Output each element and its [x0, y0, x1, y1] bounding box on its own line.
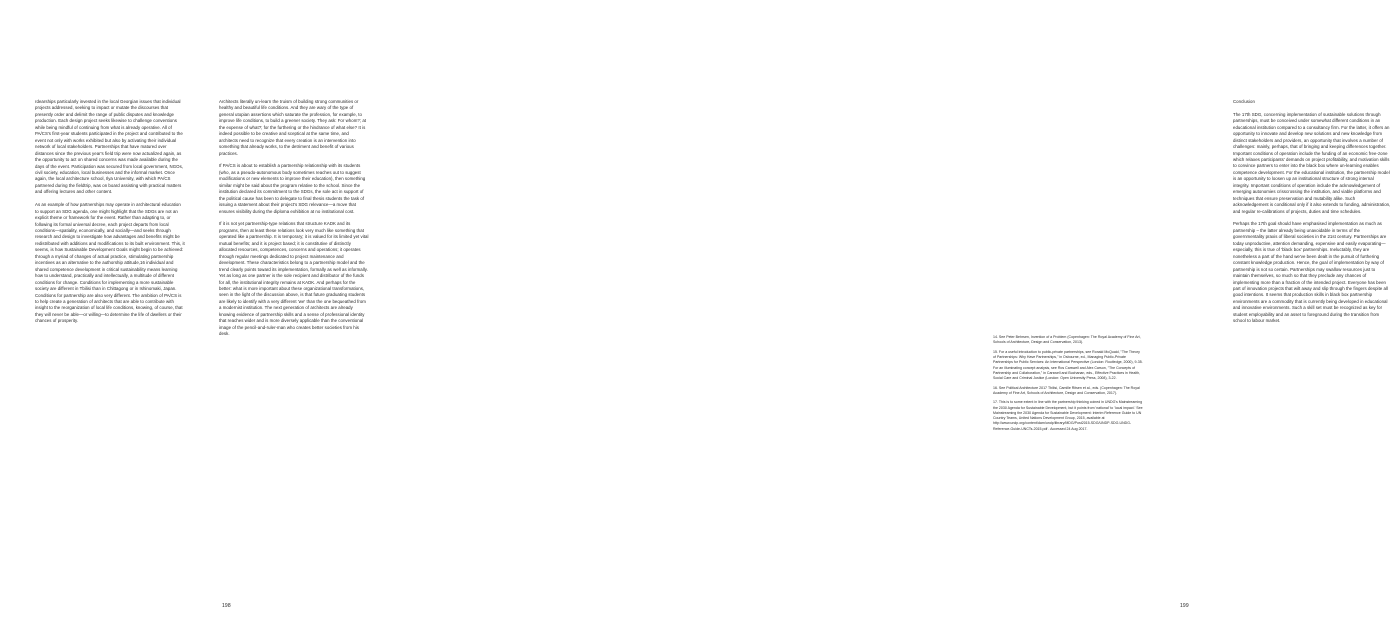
- paragraph: rdearships particularly invested in the local Georgian issues that individual projects addressed, seeking to impact or mutate the discourses that presently order and delimit the range of public disputes and knowledge production. Each design project seeks likewise to challenge conventions while being mindful of continuing from what is already operative. All of PA/CS's first-year students participated in the project and contributed to the event not only with works exhibited but also by activating their individual network of local stakeholders. Partnerships that have matured over distances since the previous year's field trip were now actualized again, as the opportunity to act on shared concerns was made available during the days of the event. Participation was secured from local government, NGOs, civil society, education, local businesses and the informal market. Once again, the local architecture school, Ilya University, with which PA/CS partnered during the fieldtrip, was on board assisting with practical matters and offering lectures and other content.: [35, 99, 184, 195]
- paragraph: As an example of how partnerships may operate in architectural education to support an SDG agenda, one might highlight that the SDGs are not an explicit theme or framework for the event. Rather than adapting to, or following its formal universal decree, each project departs from local conditions—spatiality, economically, and socially—and seeks through research and design to investigate how advantages and benefits might be redistributed with additions and modifications to its built environment. This, it seems, is how Sustainable Development Goals might begin to be achieved: through a myriad of changes of actual practice, stimulating partnership incentives as an alternative to the authorship attitude,16 individual and shared competence development in critical sustainability means learning how to understand, practically and intellectually, a multitude of different conditions for change. Conditions for implementing a more sustainable society are different in Tbilisi than in Chittagong or in Ishinomaki, Japan. Conditions for partnership are also very different. The ambition of PA/CS is to help create a generation of architects that are able to contribute with insight to the reorganization of local life conditions, knowing, of course, that they will never be able—or willing—to determine the life of dwellers or their chances of prosperity.: [35, 202, 185, 324]
- paragraph: Perhaps the 17th goal should have emphasised implementation as much as partnership – the latter already being unavoidable in terms of the governmentality praxis of liberal societies in the 21st century. Partnerships are today unproductive, attention demanding, expensive and easily evaporating—especially, this is true of 'black box' partnerships. Ineluctably, they are nonetheless a part of the hand we've been dealt in the pursuit of furthering constant knowledge production. Hence, the goal of implementation by way of partnership is not so certain. Partnerships may swallow resources just to maintain themselves, so much so that they preclude any chances of implementing more than a fraction of the intended project. Everyone has been part of innovation projects that wilt away and slip through the fingers despite all good intentions. It seems that production skills in black box partnership environments are a commodity that is currently being developed in educational and innovative environments. Such a skill set must be recognized as key for student employability and an asset to foreground during the transition from school to labour market.: [1233, 221, 1389, 324]
- endnote: 17. This is to some extent in line with the partnership thinking coined in UNDG's Mainstreaming the 2030 Agenda for Sustainable Development, but it points from 'national' to 'local impact.' See Mainstreaming the 2030 Agenda for Sustainable Development: Interim Reference Guide to UN Country Teams, United Nations Development Group, 2015, available at http://www.undp.org/content/dam/undp/library/MDG/Post2015-SDG/UNDP-SDG-UNDG-Reference-Guide-UNCTs-2015.pdf . Accessed 24 Aug 2017.: [993, 400, 1143, 431]
- endnote: 15. For a useful introduction to public-private partnerships, see Ronald McQuaid, "The Theory of Partnerships: Why Have Partnerships," in Osbourne, ed., Managing Public-Private Partnerships for Public Services: An International Perspective (London: Routledge, 2000), 9-35. For an illuminating concept analysis, see Ros Carswell and Alex Carson, "The Concepts of Partnership and Collaboration," in Carswell and Buchanan, eds., Effective Practices in Health, Social Care and Criminal Justice (London: Open University Press, 2008), 3-22.: [993, 349, 1143, 381]
- page-number-left: 198: [222, 603, 231, 609]
- paragraph: If PA/CS is about to establish a partnership relationship with its students (who, as a pseudo-autonomous body sometimes reaches out to suggest modifications or new elements to improve their education), then something similar might be said about the program relative to the school. Since the institution declared its commitment to the SDGs, the sole act in support of the political cause has been to delegate to final thesis students the task of issuing a statement about their project's SDG relevance—a move that ensures visibility during the diploma exhibition at no institutional cost.: [219, 163, 366, 214]
- section-heading-conclusion: Conclusion: [1233, 99, 1255, 104]
- paragraph: If it is not yet partnership-type relations that structure KADK and its programs, then at least these relations look very much like something that operated like a partnership. It is temporary; it is valued for its limited yet vital mutual benefits; and it is project based; it is constitutive of distinctly allocated resources, competences, concerns and operations; it operates through regular meetings dedicated to project maintenance and development. These characteristics belong to a partnership model and the trend clearly points toward its implementation, formally as well as informally. Yet as long as one partner is the sole recipient and distributor of the funds for all, the institutional integrity remains at KADK. And perhaps for the better: what is more important about these organizational transformations, seen in the light of the discussion above, is that future graduating students are likely to identify with a very different 'we' than the one bequeathed from a modernist institution. The next generation of architects are already knowing evidence of partnership skills and a sense of professional identity that reaches wider and is more diversely applicable than the conventional image of the pencil-and-ruler-man who creates better societies from his desk.: [219, 221, 369, 337]
- endnote: 14. See Peter Behrsen, Invention of a Problem (Copenhagen: The Royal Academy of Fine Art, Schools of Architecture, Design and Conservation, 2013).: [993, 335, 1141, 345]
- endnote: 16. See Political Architecture 2017 Tbilisi, Camille Ritsen et al., eds. (Copenhagen: The Royal Academy of Fine Art, Schools of Architecture, Design and Conservation, 2017).: [993, 385, 1140, 395]
- text-column-3: [993, 99, 1143, 118]
- text-column-2: [219, 99, 369, 338]
- endnotes-column: [993, 335, 1143, 432]
- text-column-1: [35, 99, 185, 325]
- paragraph: The 17th SDG, concerning implementation of sustainable solutions through partnerships, must be conceived under somewhat different conditions in an educational institution compared to a consultancy firm. For the latter, it offers an opportunity to innovate and develop new solutions and new knowledge from distinct stakeholders and providers, an opportunity that involves a number of challenges: mainly, perhaps, that of bringing and keeping differences together. Important conditions of operation include the funding of an economic free-zone which relaxes participants' demands on project profitability, and motivation skills to convince partners to enter into the black box where un-learning enables competence development. For the educational institution, the partnership model is an opportunity to loosen up an institutional structure of strong internal integrity. Important conditions of operation include the acknowledgement of emerging autonomies crisscrossing the institution, and viable platforms and techniques that ensure preservation and mutability alike. Such acknowledgement is conditional only if it also extends to funding, administration, and regular re-calibrations of projects, duties and time schedules.: [1233, 111, 1391, 214]
- page-left: [0, 0, 480, 637]
- page-number-right: 199: [1180, 603, 1189, 609]
- page-right: [480, 0, 1391, 637]
- text-column-4: [1233, 99, 1391, 325]
- paragraph: Architects literally un-learn the truism of building strong communities or healthy and beautiful life conditions. And they are wary of the type of general utopian assertions which saturate the profession, for example, to improve life conditions, to build a greener society. They ask: For whom?; at the expense of what?; for the furthering or the hindrance of what else? It is indeed possible to be creative and sceptical at the same time, and architects need to recognize that every creation is an intervention into something that already works, to the detriment and benefit of various practices.: [219, 99, 367, 156]
